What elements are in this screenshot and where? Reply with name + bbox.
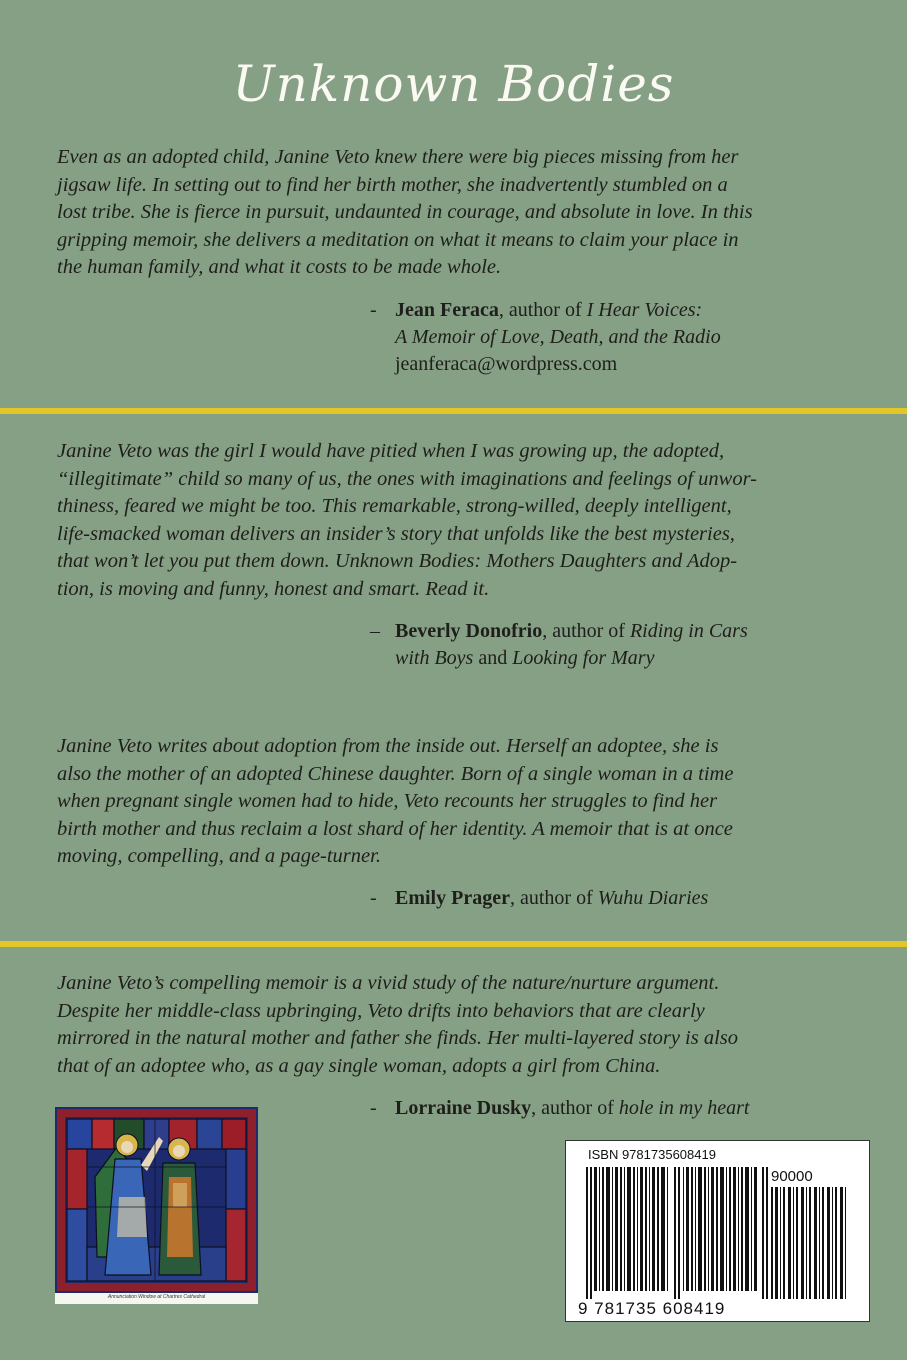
- image-caption: Annunciation Window at Chartres Cathedral: [107, 1294, 206, 1300]
- blurb-line: lost tribe. She is fierce in pursuit, undaunted in courage, and absolute in love. In this: [57, 201, 753, 223]
- work-title: hole in my heart: [618, 1097, 750, 1119]
- price-addon-code: 90000: [771, 1168, 813, 1185]
- blurb-line: gripping memoir, she delivers a meditation on what it means to claim your place in: [57, 228, 739, 251]
- blurb-line: tion, is moving and funny, honest and smart. Read it.: [57, 577, 490, 600]
- blurb-line: Even as an adopted child, Janine Veto knew there were big pieces missing from her: [57, 146, 739, 168]
- barcode-number: 9 781735 608419: [578, 1299, 726, 1318]
- isbn-label: ISBN 9781735608419: [588, 1147, 716, 1162]
- and-text: and: [473, 647, 513, 669]
- stained-glass-image: [55, 1107, 258, 1304]
- blurb-line: that of an adoptee who, as a gay single woman, adopts a girl from China.: [57, 1054, 661, 1077]
- review-blurb-2: [57, 438, 823, 603]
- author-name: Emily Prager: [395, 887, 510, 909]
- barcode-bars: [586, 1167, 776, 1299]
- author-name: Jean Feraca: [395, 299, 499, 321]
- blurb-line: when pregnant single women had to hide, Veto recounts her struggles to find her: [57, 790, 718, 812]
- review-blurb-4: [57, 970, 823, 1080]
- work-title-2: Looking for Mary: [512, 647, 655, 669]
- attribution-dash: –: [370, 620, 380, 642]
- author-of-text: , author of: [509, 887, 598, 909]
- work-title: Riding in Cars: [629, 620, 748, 642]
- blurb-line: jigsaw life. In setting out to find her birth mother, she inadvertently stumbled on a: [57, 173, 728, 196]
- review-blurb-3: [57, 733, 823, 871]
- review-attribution-1: [370, 297, 721, 378]
- blurb-line: Janine Veto writes about adoption from the inside out. Herself an adoptee, she is: [57, 735, 719, 757]
- blurb-line: thiness, feared we might be too. This remarkable, strong-willed, deeply intelligent,: [57, 495, 732, 517]
- blurb-line: the human family, and what it costs to be made whole.: [57, 256, 502, 278]
- author-name: Beverly Donofrio: [395, 620, 543, 642]
- work-subtitle: A Memoir of Love, Death, and the Radio: [395, 326, 721, 348]
- blurb-line: life-smacked woman delivers an insider’s story that unfolds like the best mysteries,: [57, 522, 735, 545]
- work-title: Wuhu Diaries: [597, 887, 709, 909]
- author-of-text: , author of: [542, 620, 630, 642]
- attribution-dash: -: [370, 1097, 377, 1119]
- blurb-line: Janine Veto’s compelling memoir is a vivid study of the nature/nurture argument.: [57, 972, 720, 994]
- isbn-barcode: [565, 1140, 870, 1322]
- divider-rule: [0, 941, 907, 947]
- addon-barcode-bars: [771, 1187, 851, 1299]
- blurb-line: mirrored in the natural mother and father she finds. Her multi-layered story is also: [57, 1027, 739, 1049]
- attribution-dash: -: [370, 887, 377, 909]
- blurb-line: Janine Veto was the girl I would have pitied when I was growing up, the adopted,: [57, 440, 725, 462]
- review-attribution-2: [370, 618, 748, 672]
- attribution-dash: -: [370, 299, 377, 321]
- review-attribution-4: [370, 1095, 749, 1122]
- review-attribution-3: [370, 885, 708, 912]
- work-title-cont: with Boys: [395, 647, 474, 669]
- blurb-line: moving, compelling, and a page-turner.: [57, 845, 381, 867]
- divider-rule: [0, 408, 907, 414]
- author-website: jeanferaca@wordpress.com: [395, 353, 618, 375]
- review-blurb-1: [57, 144, 823, 282]
- author-name: Lorraine Dusky: [395, 1097, 532, 1119]
- annunciation-window-illustration: [55, 1107, 258, 1293]
- work-title: I Hear Voices:: [586, 299, 703, 321]
- blurb-line: birth mother and thus reclaim a lost shard of her identity. A memoir that is at once: [57, 817, 733, 840]
- blurb-line: “illegitimate” child so many of us, the ones with imaginations and feelings of unwor-: [57, 467, 757, 490]
- author-of-text: , author of: [531, 1097, 619, 1119]
- blurb-line: that won’t let you put them down. Unknown Bodies: Mothers Daughters and Adop-: [57, 550, 738, 572]
- author-of-text: , author of: [498, 299, 587, 321]
- blurb-line: Despite her middle-class upbringing, Veto drifts into behaviors that are clearly: [57, 999, 705, 1022]
- book-title: Unknown Bodies: [232, 55, 675, 113]
- blurb-line: also the mother of an adopted Chinese daughter. Born of a single woman in a time: [57, 762, 734, 785]
